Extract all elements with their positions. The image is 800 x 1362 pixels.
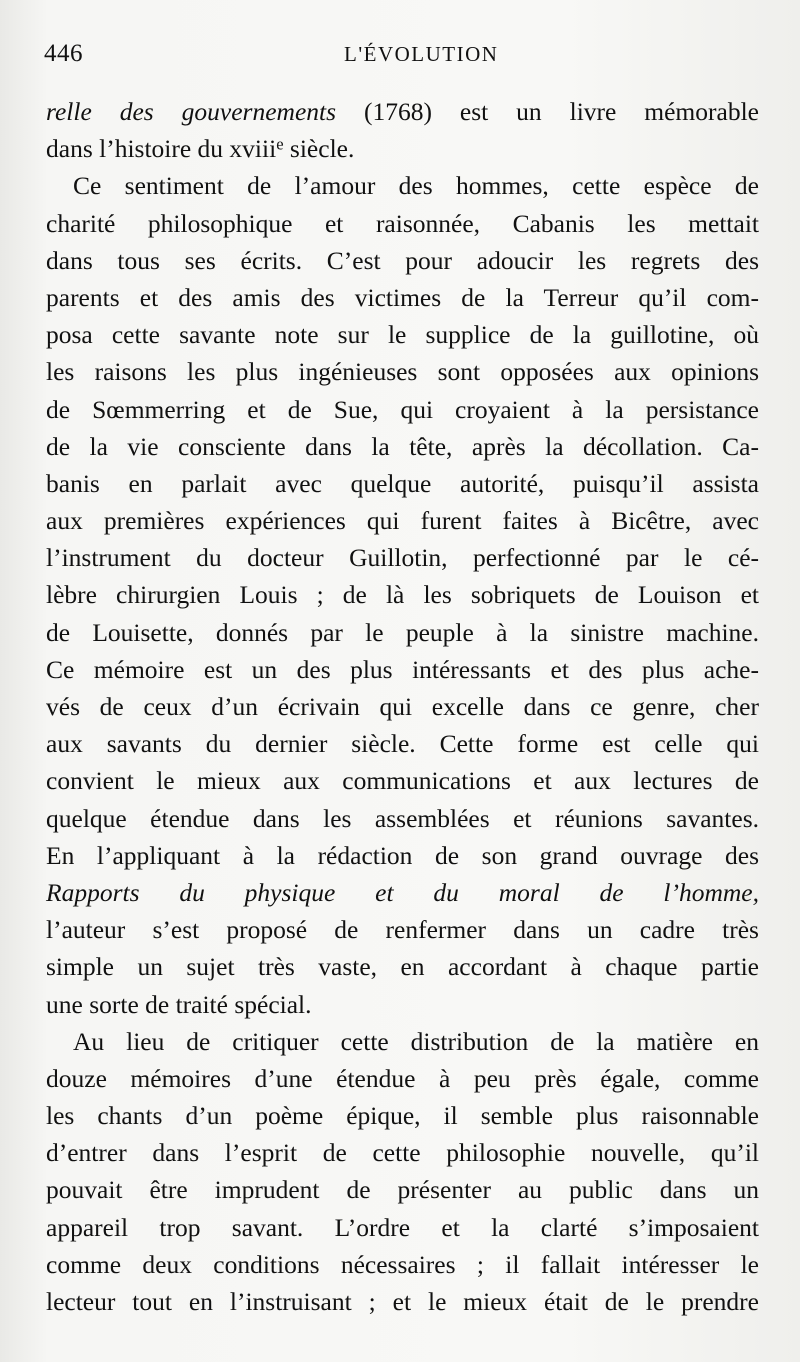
running-title: L'ÉVOLUTION [344,42,499,66]
text-line [46,874,759,911]
superscript: e [276,134,284,154]
text-line [46,614,759,651]
text-segment: En l’appliquant à la rédaction de son grand ouvrage des [46,840,759,870]
text-segment: les chants d’un poème épique, il semble plus raisonnable [46,1101,759,1131]
text-segment: lecteur tout en l’instruisant ; et le mieux était de le prendre [46,1287,759,1316]
text-line [46,391,759,428]
text-line [46,93,759,130]
text-line [46,316,759,353]
text-segment: l’auteur s’est proposé de renfermer dans un cadre très [46,915,759,945]
text-line [46,1283,759,1320]
text-line [46,465,759,502]
text-line [46,167,759,204]
text-line [46,1097,759,1134]
text-line [46,986,759,1023]
text-segment: (1768) est un livre mémorable [336,97,759,126]
text-segment: de Sœmmerring et de Sue, qui croyaient à la persistance [46,394,759,424]
text-line [46,539,759,576]
text-segment: parents et des amis des victimes de la Terreur qu’il com- [46,282,759,312]
text-line [46,762,759,799]
text-segment: charité philosophique et raisonnée, Cabanis les mettait [46,208,759,238]
text-segment: douze mémoires d’une étendue à peu près égale, comme [46,1063,759,1093]
text-segment: de Louisette, donnés par le peuple à la sinistre machine. [46,617,759,647]
text-line [46,502,759,539]
text-line [46,948,759,985]
body-text [46,93,759,1320]
text-segment: l’instrument du docteur Guillotin, perfectionné par le cé- [46,543,759,573]
text-segment: aux premières expériences qui furent faites à Bicêtre, avec [46,506,759,536]
text-line [46,688,759,725]
text-line [46,800,759,837]
text-line [46,428,759,465]
text-segment: convient le mieux aux communications et aux lectures de [46,766,759,796]
text-segment: relle des gouvernements [46,97,337,126]
text-line [46,1171,759,1208]
text-segment: une sorte de traité spécial. [46,989,312,1019]
text-segment: aux savants du dernier siècle. Cette forme est celle qui [46,729,759,759]
text-segment: dans l’histoire du xviii [46,134,277,164]
text-segment: de la vie consciente dans la tête, après la décollation. Ca- [46,431,759,461]
text-line [46,242,759,279]
text-segment: banis en parlait avec quelque autorité, puisqu’il assista [46,468,759,498]
text-segment: les raisons les plus ingénieuses sont opposées aux opinions [46,357,759,387]
text-line [46,837,759,874]
text-line [46,205,759,242]
text-line [46,1023,759,1060]
text-segment: Ce sentiment de l’amour des hommes, cette espèce de [73,171,759,201]
text-line [46,1060,759,1097]
text-segment: posa cette savante note sur le supplice de la guillotine, où [46,320,759,350]
page-header [44,40,760,80]
text-segment: siècle. [283,134,355,164]
text-segment: lèbre chirurgien Louis ; de là les sobriquets de Louison et [46,580,759,610]
text-segment: d’entrer dans l’esprit de cette philosophie nouvelle, qu’il [46,1138,759,1168]
text-segment: vés de ceux d’un écrivain qui excelle dans ce genre, cher [46,692,759,721]
text-line [46,651,759,688]
text-segment: appareil trop savant. L’ordre et la clarté s’imposaient [46,1212,759,1242]
text-line [46,130,759,167]
text-segment: Rapports du physique et du moral de l’homme, [46,877,759,907]
page-number: 446 [44,40,83,67]
text-line [46,353,759,390]
text-line [46,1209,759,1246]
text-line [46,725,759,762]
text-segment: dans tous ses écrits. C’est pour adoucir les regrets des [46,245,759,275]
text-segment: pouvait être imprudent de présenter au public dans un [46,1175,759,1205]
text-segment: Ce mémoire est un des plus intéressants et des plus ache- [46,654,759,684]
text-line [46,911,759,948]
text-line [46,576,759,613]
text-segment: Au lieu de critiquer cette distribution de la matière en [73,1026,759,1056]
text-segment: quelque étendue dans les assemblées et réunions savantes. [46,803,759,833]
text-line [46,279,759,316]
text-segment: comme deux conditions nécessaires ; il fallait intéresser le [46,1249,759,1279]
text-line [46,1134,759,1171]
text-segment: simple un sujet très vaste, en accordant à chaque partie [46,952,759,982]
text-line [46,1246,759,1283]
